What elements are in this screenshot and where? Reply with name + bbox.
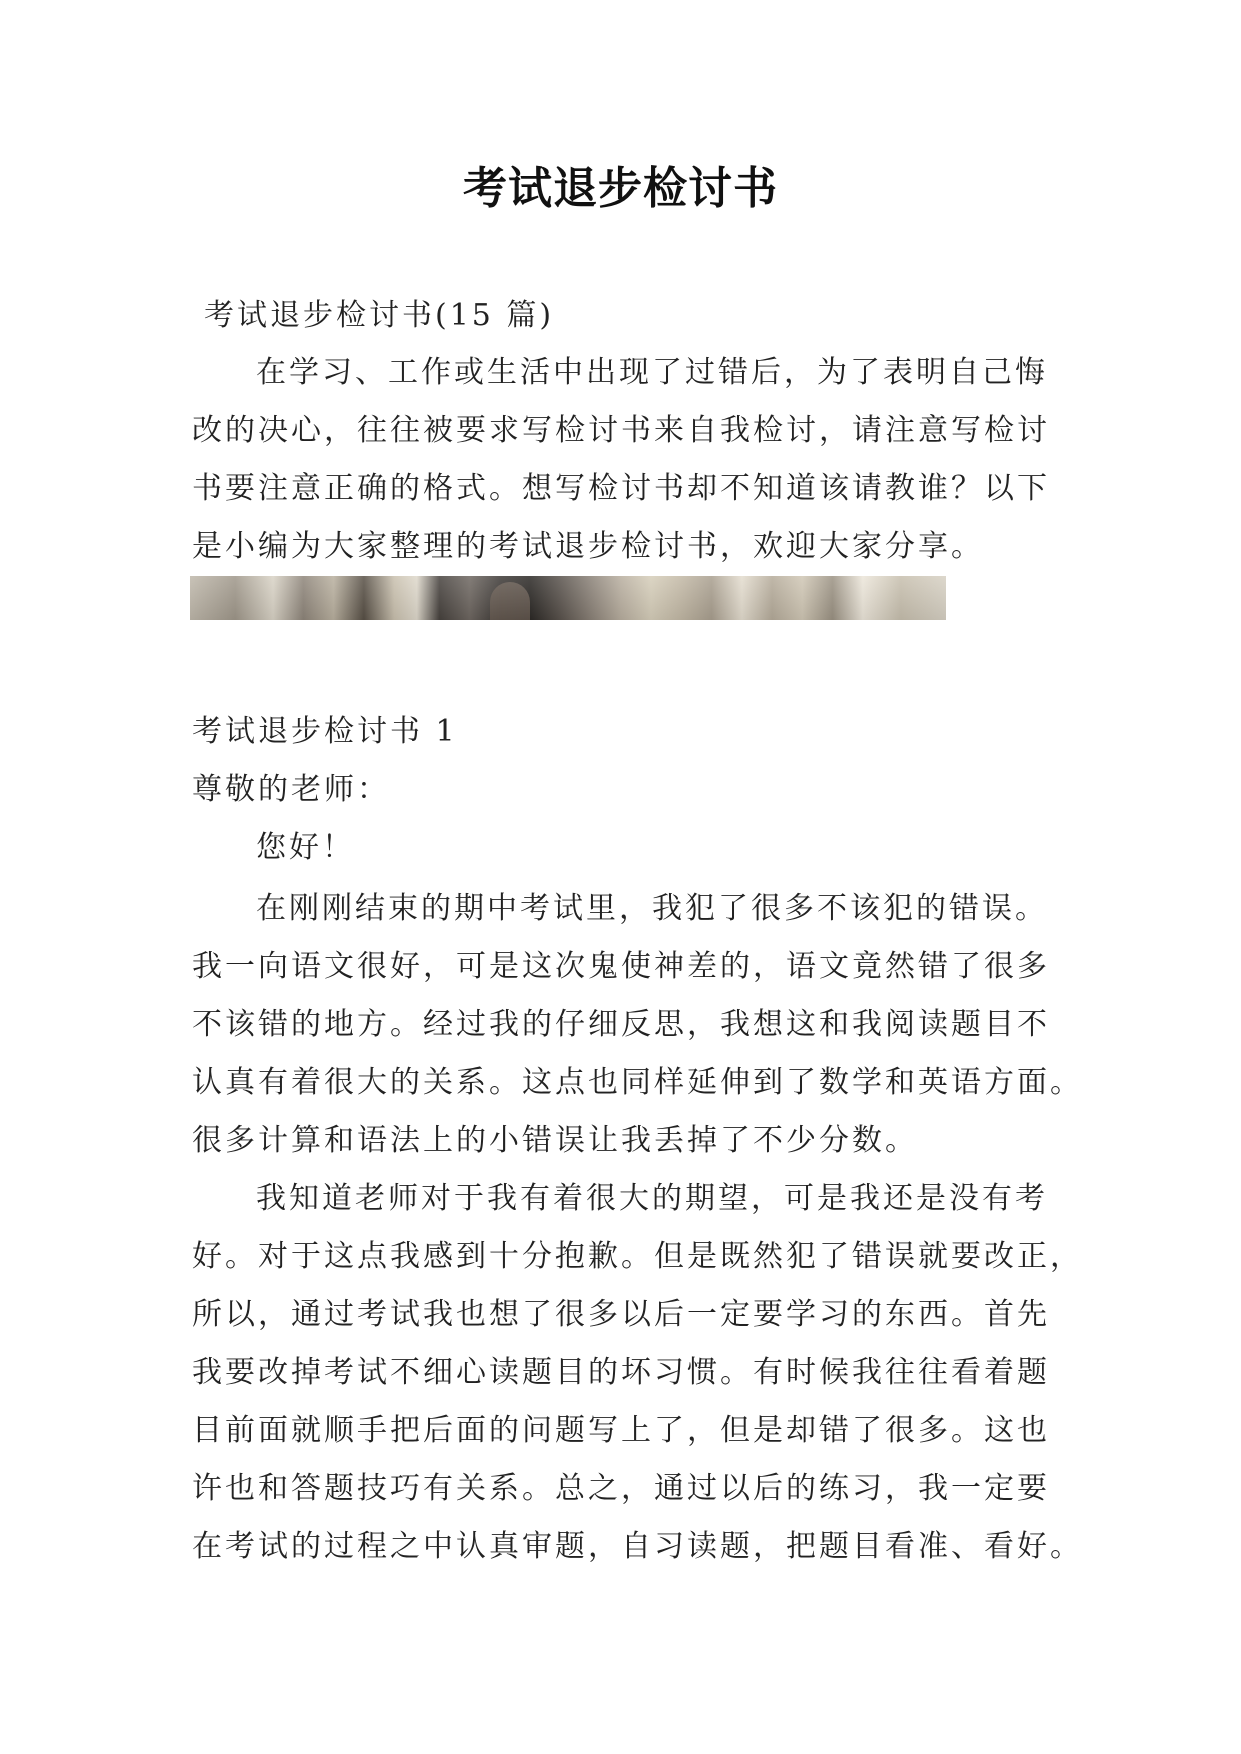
paragraph-line: 所以，通过考试我也想了很多以后一定要学习的东西。首先 <box>192 1297 1050 1332</box>
paragraph-line: 许也和答题技巧有关系。总之，通过以后的练习，我一定要 <box>192 1471 1050 1506</box>
paragraph-line: 我要改掉考试不细心读题目的坏习惯。有时候我往往看着题 <box>192 1355 1050 1390</box>
paragraph-line: 很多计算和语法上的小错误让我丢掉了不少分数。 <box>192 1123 918 1158</box>
paragraph-1 <box>192 880 1083 1170</box>
paragraph-2 <box>192 1170 1083 1576</box>
paragraph-line: 我一向语文很好，可是这次鬼使神差的，语文竟然错了很多 <box>192 949 1050 984</box>
document-title: 考试退步检讨书 <box>463 163 778 214</box>
banner-photo <box>190 576 946 620</box>
paragraph-line: 认真有着很大的关系。这点也同样延伸到了数学和英语方面。 <box>192 1065 1083 1100</box>
document-subtitle: 考试退步检讨书(15 篇) <box>204 298 555 333</box>
paragraph-line: 我知道老师对于我有着很大的期望，可是我还是没有考 <box>256 1181 1048 1216</box>
intro-line: 是小编为大家整理的考试退步检讨书，欢迎大家分享。 <box>192 529 984 564</box>
paragraph-line: 目前面就顺手把后面的问题写上了，但是却错了很多。这也 <box>192 1413 1050 1448</box>
photo-shade <box>190 576 946 620</box>
section-heading: 考试退步检讨书 1 <box>192 714 458 749</box>
intro-line: 在学习、工作或生活中出现了过错后，为了表明自己悔 <box>256 355 1048 390</box>
paragraph-line: 好。对于这点我感到十分抱歉。但是既然犯了错误就要改正， <box>192 1239 1083 1274</box>
paragraph-line: 不该错的地方。经过我的仔细反思，我想这和我阅读题目不 <box>192 1007 1050 1042</box>
paragraph-line: 在刚刚结束的期中考试里，我犯了很多不该犯的错误。 <box>256 891 1048 926</box>
salutation: 尊敬的老师： <box>192 772 390 807</box>
paragraph-line: 在考试的过程之中认真审题，自习读题，把题目看准、看好。 <box>192 1529 1083 1564</box>
intro-line: 改的决心，往往被要求写检讨书来自我检讨，请注意写检讨 <box>192 413 1050 448</box>
intro-paragraph <box>192 344 1052 576</box>
greeting: 您好！ <box>256 830 355 865</box>
intro-line: 书要注意正确的格式。想写检讨书却不知道该请教谁？以下 <box>192 471 1050 506</box>
